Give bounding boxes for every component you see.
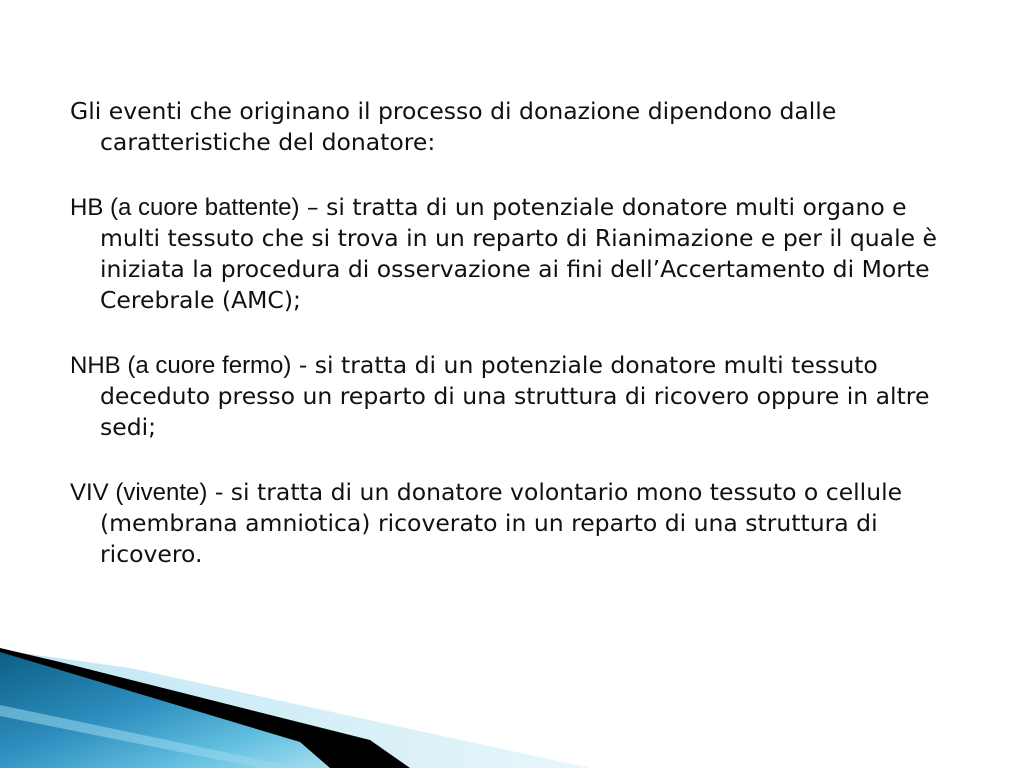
paragraph-text: - si tratta di un donatore volontario mono tessuto o cellule (membrana amniotica) ricoverato in un reparto di una struttura di ricovero. <box>100 478 903 568</box>
paragraph-intro <box>70 96 970 158</box>
paragraph-term: NHB (a cuore fermo) <box>70 352 292 379</box>
paragraph-term: HB (a cuore battente) <box>70 194 300 221</box>
paragraph-term: VIV (vivente) <box>70 479 208 506</box>
paragraph-nhb <box>70 350 970 443</box>
paragraph-text: Gli eventi che originano il processo di donazione dipendono dalle caratteristiche del donatore: <box>70 97 837 156</box>
paragraph-viv <box>70 477 970 570</box>
paragraph-text: - si tratta di un potenziale donatore multi tessuto deceduto presso un reparto di una struttura di ricovero oppure in altre sedi; <box>100 351 930 441</box>
paragraph-hb <box>70 192 970 316</box>
body-text <box>70 96 970 604</box>
paragraph-text: – si tratta di un potenziale donatore multi organo e multi tessuto che si trova in un reparto di Rianimazione e per il quale è iniziata la procedura di osservazione ai fini dell’Accertamento di Morte Cerebrale (AMC); <box>100 193 937 314</box>
